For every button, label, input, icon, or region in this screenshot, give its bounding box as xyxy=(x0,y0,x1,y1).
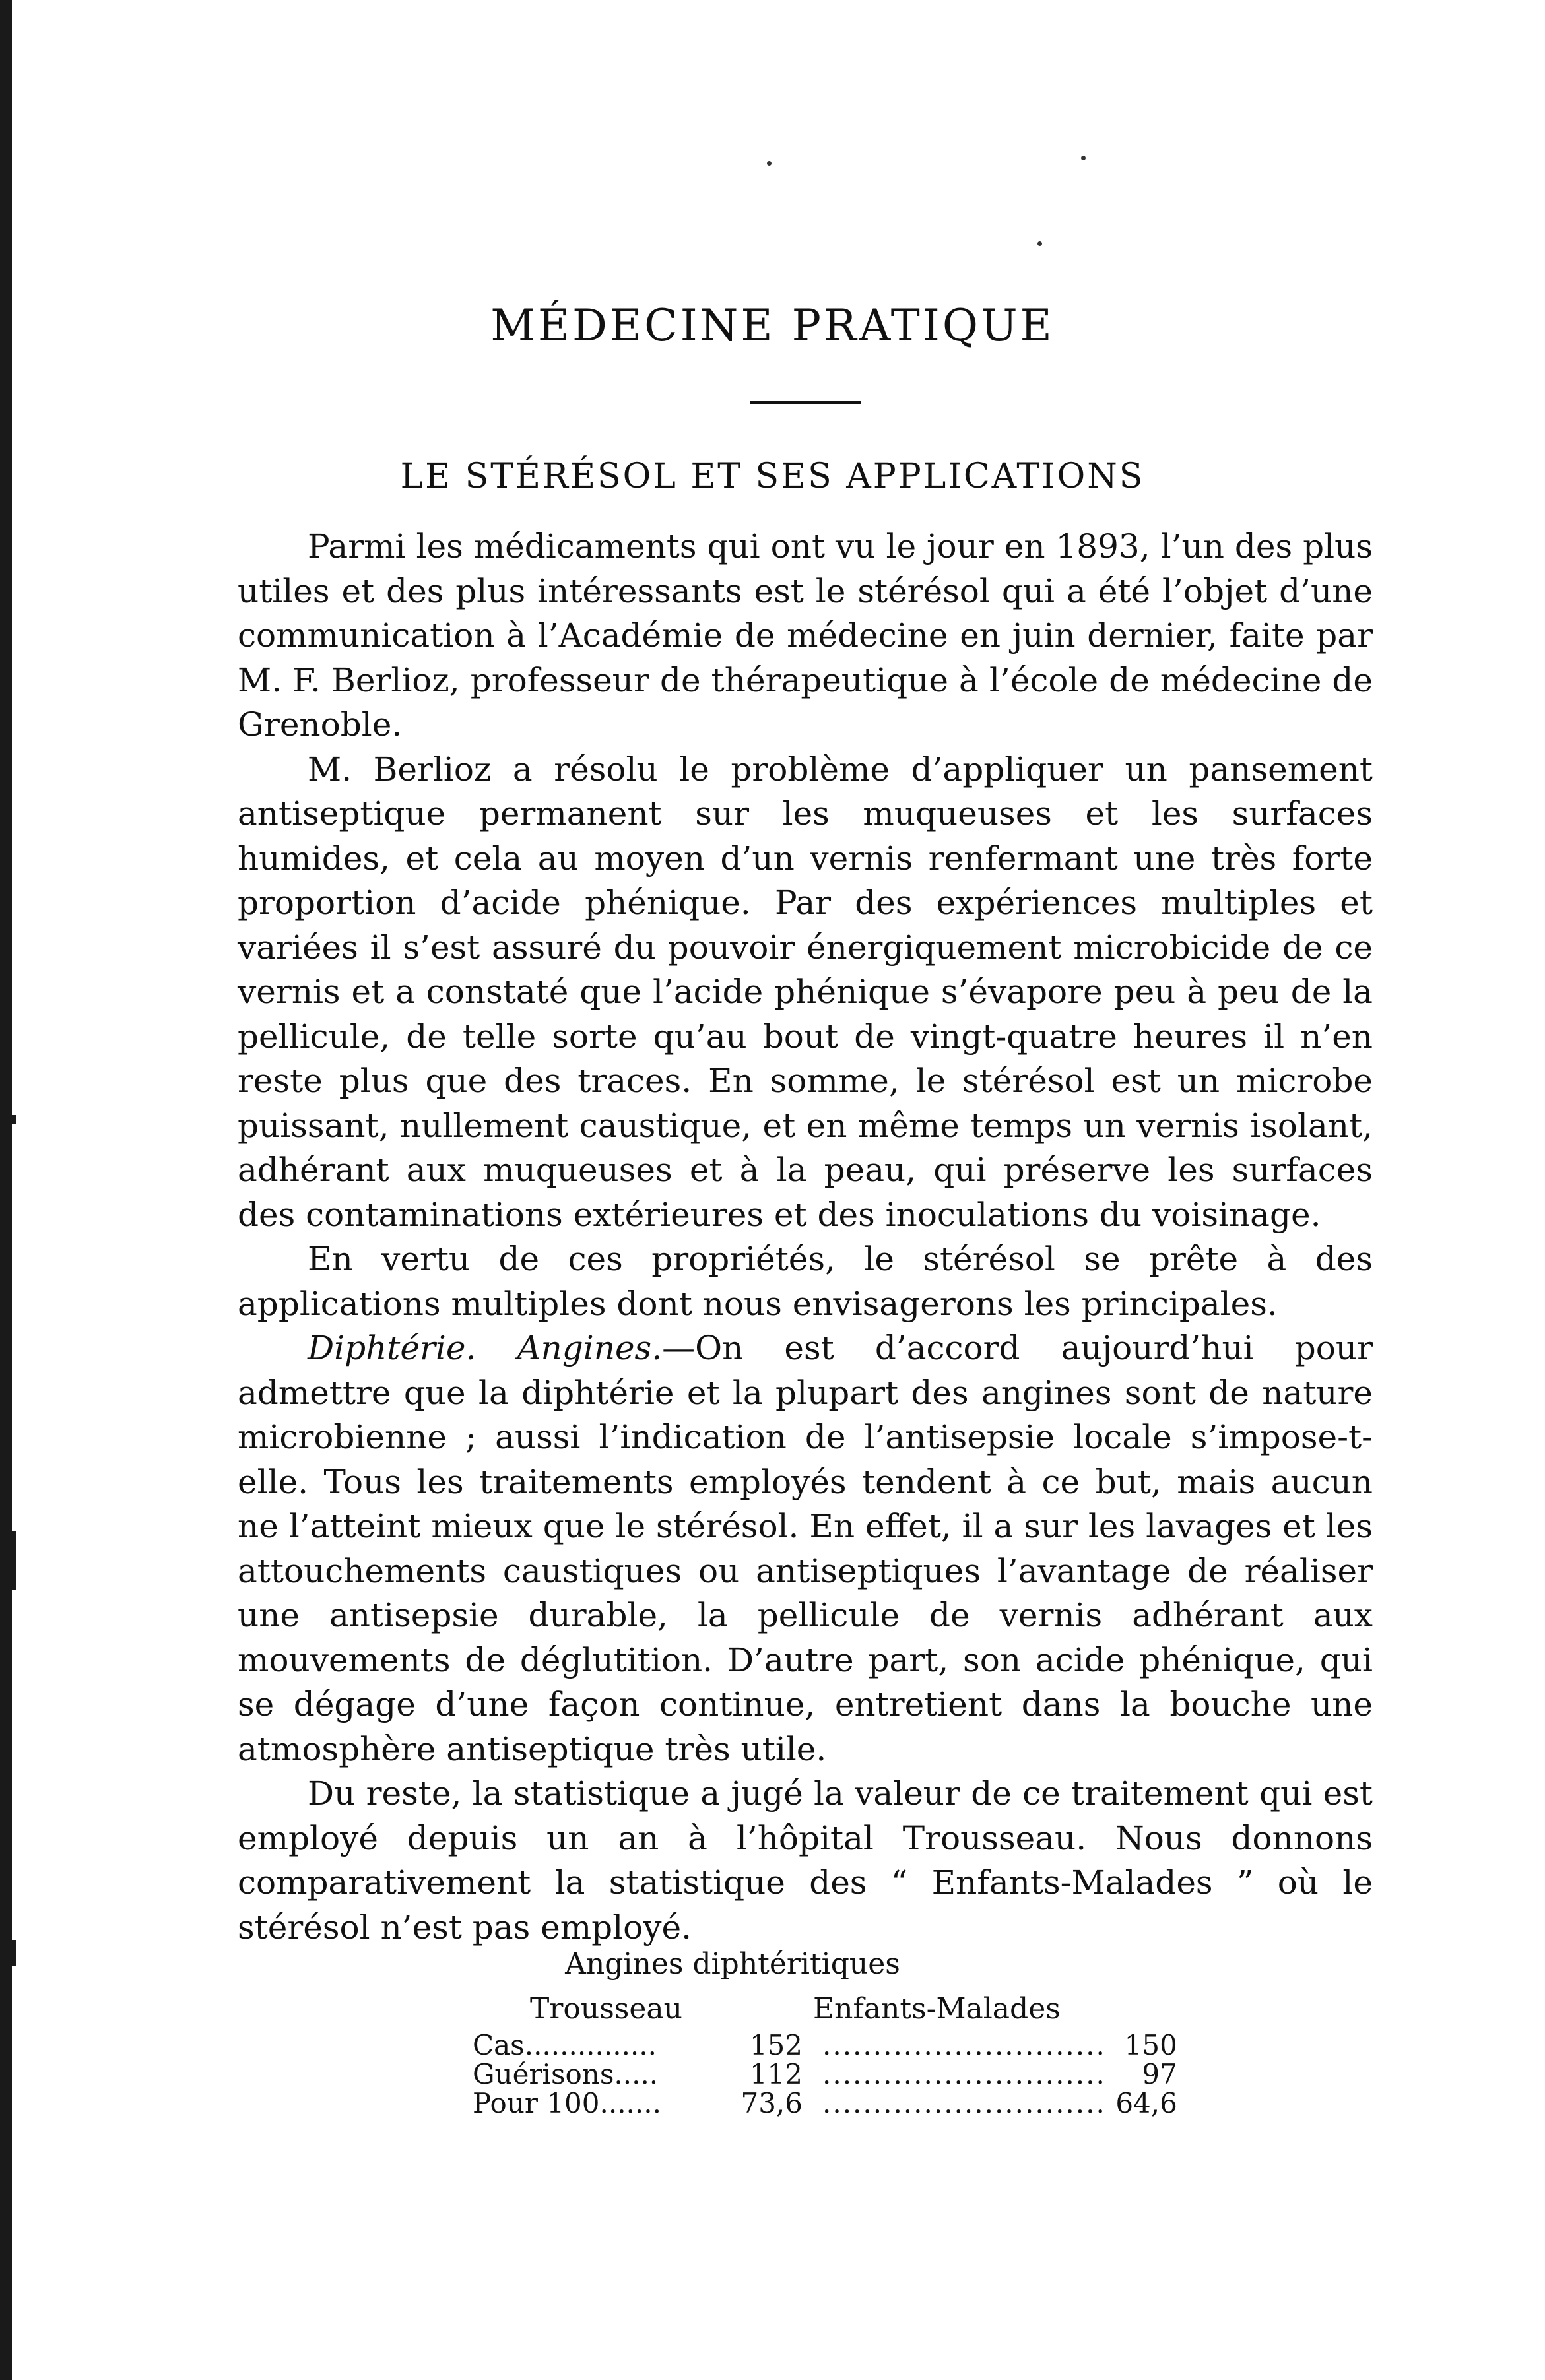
paragraph: Parmi les médicaments qui ont vu le jour en 1893, l’un des plus utiles et des plus intéressants est le stérésol qui a été l’objet d’une communication à l’Académie de médecine en juin dernier, faite par M. F. Berlioz, professeur de thérapeutique à l’école de médecine de Grenoble. xyxy=(238,527,1373,744)
paragraph: M. Berlioz a résolu le problème d’appliquer un pansement antiseptique permanent sur les muqueuses et les surfaces humides, et cela au moyen d’un vernis renfermant une très forte proportion d’acide phénique. Par des expériences multiples et variées il s’est assuré du pouvoir énergiquement microbicide de ce vernis et a constaté que l’acide phénique s’évapore peu à peu de la pellicule, de telle sorte qu’au bout de vingt-quatre heures il n’en reste plus que des traces. En somme, le stérésol est un microbe puissant, nullement caustique, et en même temps un vernis isolant, adhérant aux muqueuses et à la peau, qui préserve les surfaces des contaminations extérieures et des inoculations du voisinage. xyxy=(238,750,1373,1234)
dot-leader: ............................ xyxy=(822,2089,1106,2118)
header-rule xyxy=(750,401,861,404)
article-body xyxy=(238,525,1373,1950)
enfants-malades-value: 64,6 xyxy=(1115,2087,1177,2119)
column-header-trousseau: Trousseau xyxy=(530,1992,682,2026)
row-label: Cas............... xyxy=(473,2029,657,2061)
statistics-table xyxy=(473,2031,1177,2118)
article-title: LE STÉRÉSOL ET SES APPLICATIONS xyxy=(400,457,1145,496)
section-label: Diphtérie. Angines. xyxy=(308,1329,663,1367)
column-header-enfants-malades: Enfants-Malades xyxy=(813,1992,1061,2026)
table-row xyxy=(473,2089,1177,2118)
binding-edge xyxy=(0,0,12,2380)
enfants-malades-value: 150 xyxy=(1124,2029,1177,2061)
dot-leader: ............................ xyxy=(822,2060,1106,2089)
row-label: Pour 100....... xyxy=(473,2087,661,2119)
row-label: Guérisons..... xyxy=(473,2058,659,2090)
table-row xyxy=(473,2060,1177,2089)
paragraph: En vertu de ces propriétés, le stérésol se prête à des applications multiples dont nous envisagerons les principales. xyxy=(238,1240,1373,1323)
table-row xyxy=(473,2031,1177,2060)
table-caption: Angines diphtéritiques xyxy=(565,1947,900,1981)
page-header: MÉDECINE PRATIQUE xyxy=(490,300,1055,351)
paragraph-text: —On est d’accord aujourd’hui pour admettre que la diphtérie et la plupart des angines sont de nature microbienne ; aussi l’indication de l’antisepsie locale s’impose-t-elle. Tous les traitements employés tendent à ce but, mais aucun ne l’atteint mieux que le stérésol. En effet, il a sur les lavages et les attouchements caustiques ou antiseptiques l’avantage de réaliser une antisepsie durable, la pellicule de vernis adhérant aux mouvements de déglutition. D’autre part, son acide phénique, qui se dégage d’une façon continue, entretient dans la bouche une atmosphère antiseptique très utile. xyxy=(238,1329,1373,1768)
ink-speck xyxy=(1037,241,1042,246)
paragraph xyxy=(238,1326,1373,1772)
binding-mark xyxy=(12,1115,16,1124)
paragraph: Du reste, la statistique a jugé la valeur de ce traitement qui est employé depuis un an à l’hôpital Trousseau. Nous donnons comparativement la statistique des “ Enfants-Malades ” où le stérésol n’est pas employé. xyxy=(238,1774,1373,1946)
trousseau-value: 73,6 xyxy=(740,2087,803,2119)
ink-speck xyxy=(767,161,772,166)
ink-speck xyxy=(1081,156,1086,160)
trousseau-value: 112 xyxy=(749,2058,803,2090)
enfants-malades-value: 97 xyxy=(1142,2058,1177,2090)
binding-mark xyxy=(12,1531,16,1590)
trousseau-value: 152 xyxy=(749,2029,803,2061)
dot-leader: ............................ xyxy=(822,2031,1106,2060)
